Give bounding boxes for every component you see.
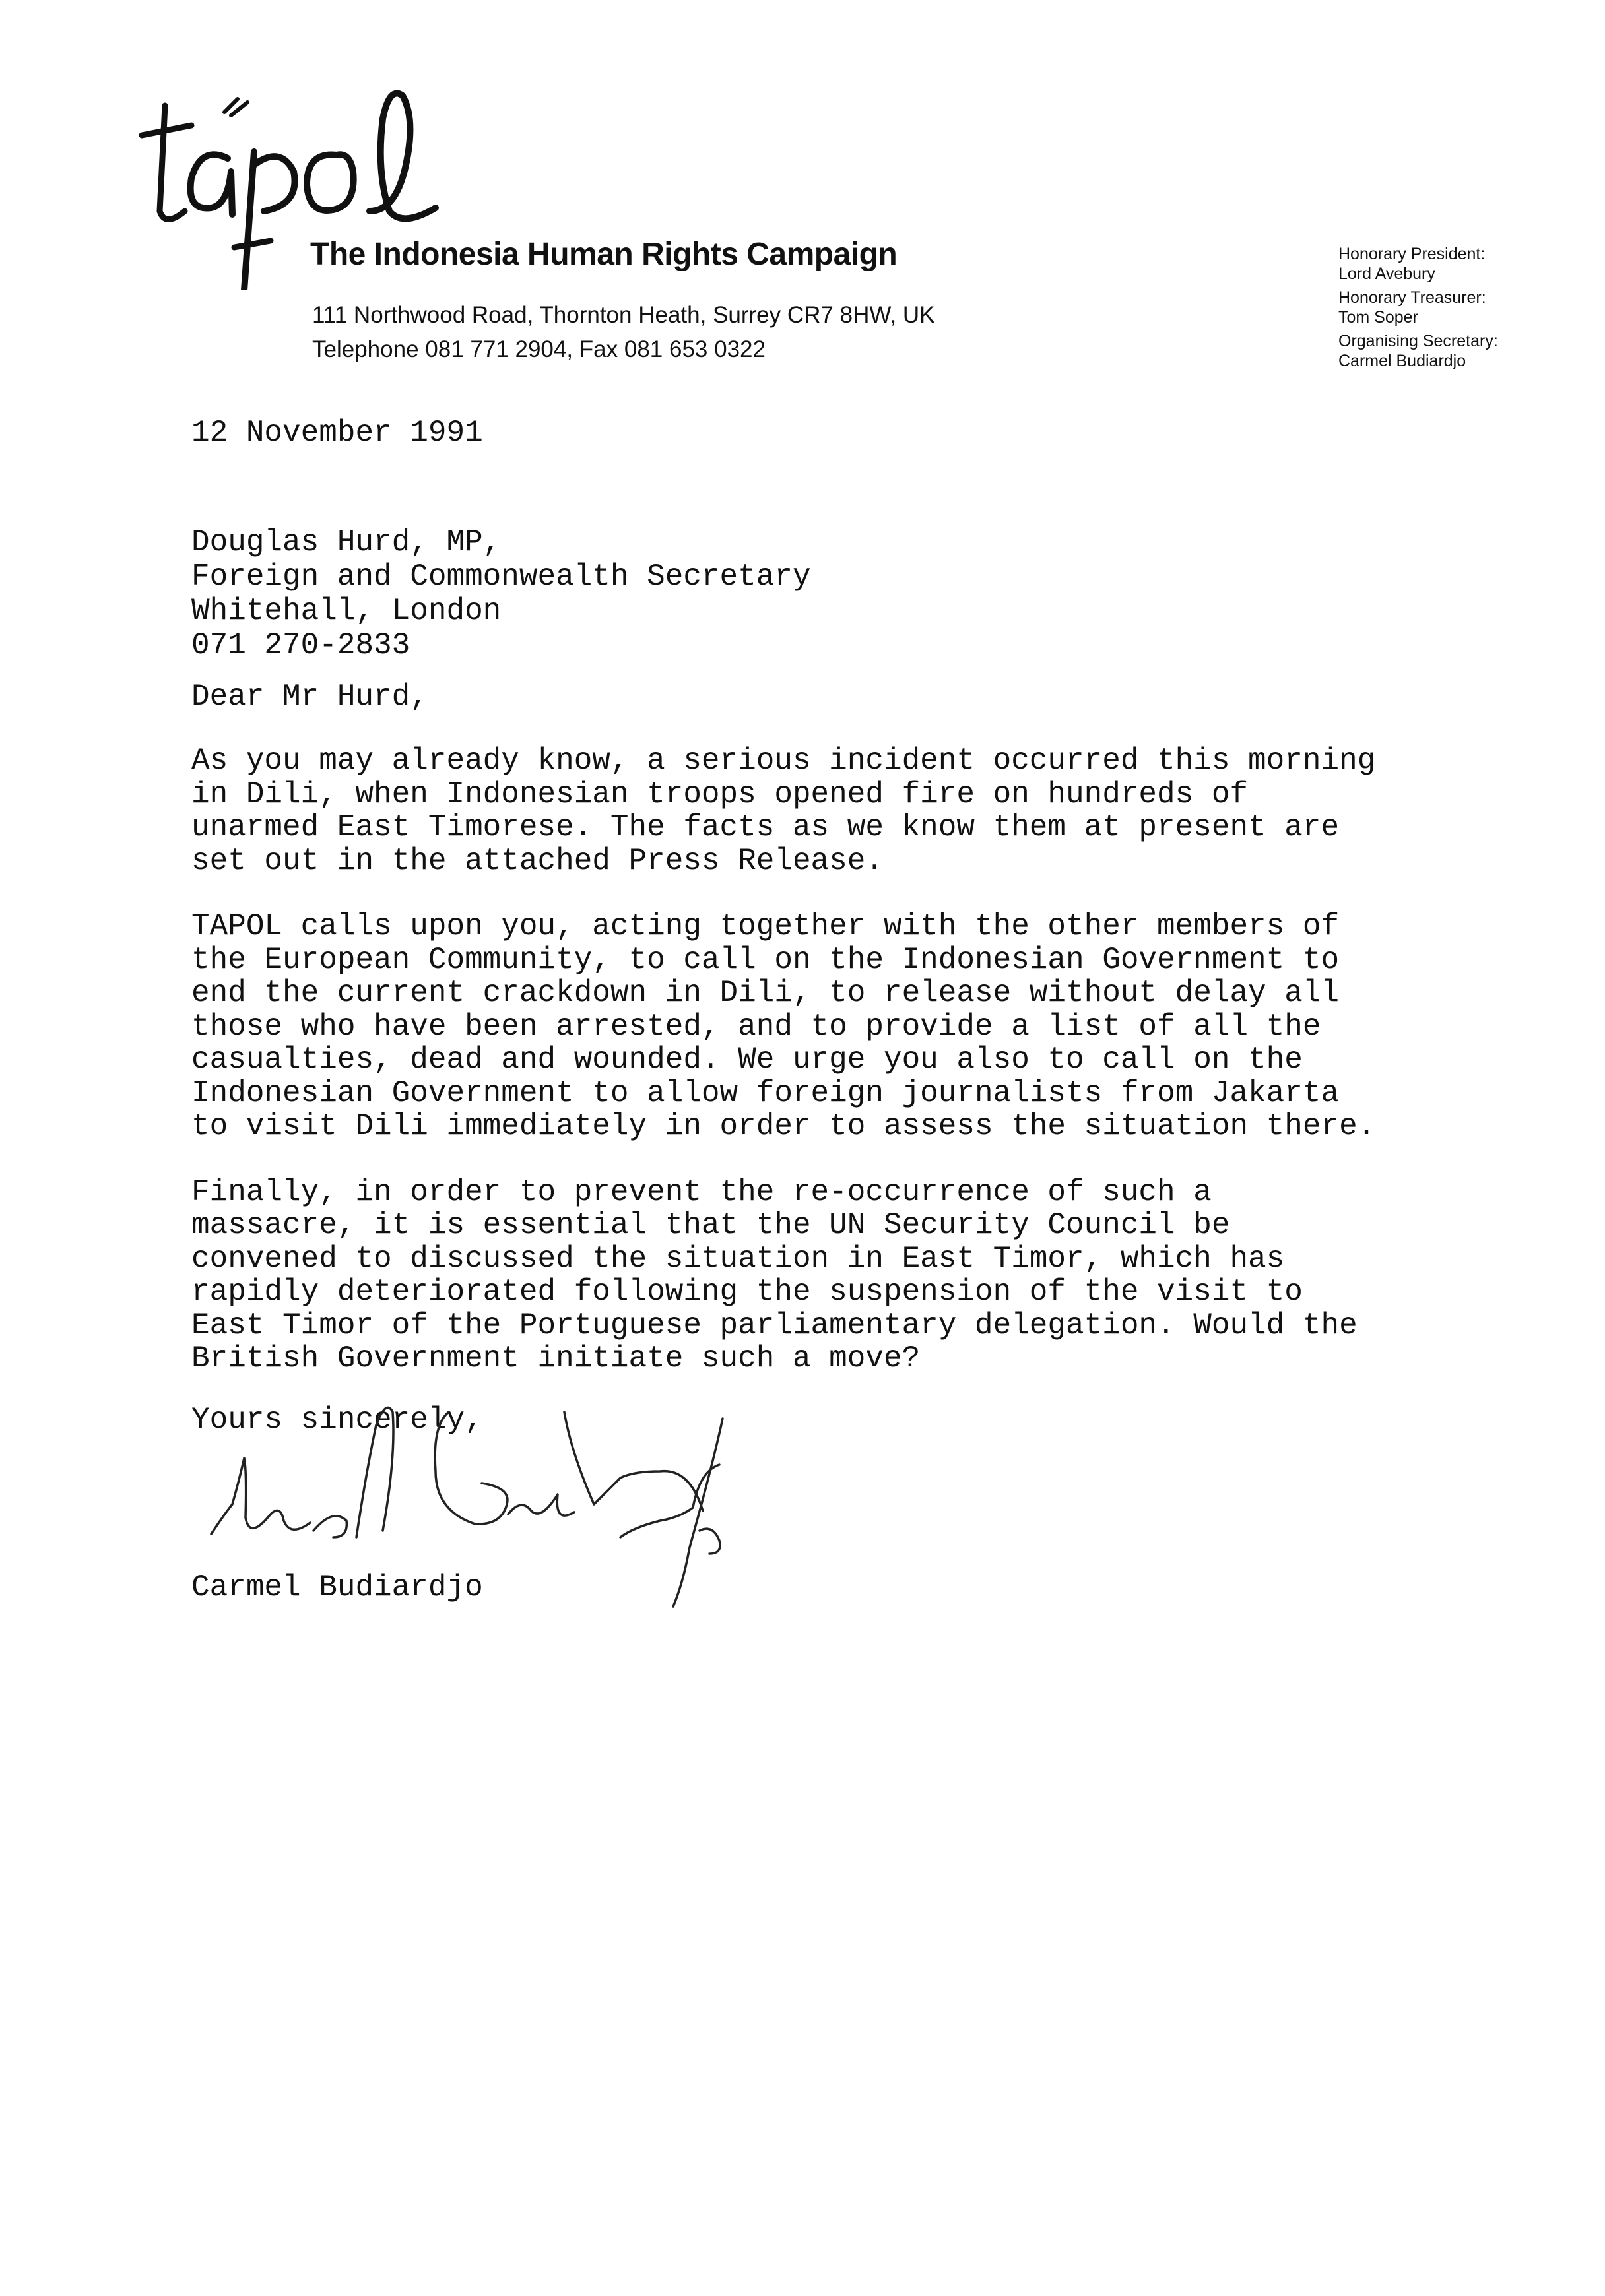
recipient-line: Foreign and Commonwealth Secretary [191, 559, 811, 594]
officer-title: Honorary President: [1338, 245, 1486, 263]
recipient-line: Douglas Hurd, MP, [191, 525, 502, 559]
body-line: to visit Dili immediately in order to assess the situation there. [191, 1109, 1376, 1143]
officers-list [1338, 244, 1498, 371]
body-line: those who have been arrested, and to provide a list of all the [191, 1009, 1321, 1044]
body-line: East Timor of the Portuguese parliamentary delegation. Would the [191, 1308, 1358, 1343]
officer-secretary [1338, 331, 1498, 371]
address-line: 111 Northwood Road, Thornton Heath, Surrey CR7 8HW, UK [312, 302, 935, 328]
officer-name: Tom Soper [1338, 308, 1418, 327]
officer-name: Carmel Budiardjo [1338, 352, 1466, 370]
phone-fax-line: Telephone 081 771 2904, Fax 081 653 0322 [312, 336, 766, 362]
body-line: casualties, dead and wounded. We urge you also to call on the [191, 1042, 1303, 1077]
officer-president [1338, 244, 1498, 284]
salutation: Dear Mr Hurd, [191, 680, 428, 714]
body-line: massacre, it is essential that the UN Security Council be [191, 1208, 1230, 1242]
body-line: British Government initiate such a move? [191, 1341, 921, 1376]
body-line: Finally, in order to prevent the re-occurrence of such a [191, 1174, 1212, 1209]
officer-title: Organising Secretary: [1338, 332, 1498, 350]
signatory-name: Carmel Budiardjo [191, 1570, 483, 1605]
body-line: TAPOL calls upon you, acting together with the other members of [191, 909, 1340, 943]
body-line: in Dili, when Indonesian troops opened fire on hundreds of [191, 777, 1249, 812]
body-line: set out in the attached Press Release. [191, 843, 884, 878]
body-line: As you may already know, a serious incident occurred this morning [191, 744, 1376, 778]
body-line: the European Community, to call on the Indonesian Government to [191, 942, 1340, 977]
body-line: Indonesian Government to allow foreign journalists from Jakarta [191, 1075, 1340, 1110]
organization-contact [312, 298, 935, 367]
letter-date: 12 November 1991 [191, 416, 483, 450]
paragraph [191, 1176, 1511, 1376]
recipient-line: 071 270-2833 [191, 628, 410, 662]
body-line: end the current crackdown in Dili, to release without delay all [191, 976, 1340, 1010]
paragraph [191, 744, 1511, 877]
recipient-line: Whitehall, London [191, 594, 502, 628]
officer-treasurer [1338, 288, 1498, 327]
organization-name: The Indonesia Human Rights Campaign [310, 237, 898, 272]
officer-name: Lord Avebury [1338, 265, 1435, 283]
body-line: convened to discussed the situation in East Timor, which has [191, 1241, 1285, 1276]
closing: Yours sincerely, [191, 1403, 483, 1437]
paragraph [191, 910, 1511, 1143]
letter-body [191, 744, 1511, 1408]
officer-title: Honorary Treasurer: [1338, 288, 1486, 307]
body-line: unarmed East Timorese. The facts as we know them at present are [191, 810, 1340, 845]
body-line: rapidly deteriorated following the suspension of the visit to [191, 1275, 1303, 1309]
recipient-block [191, 525, 811, 662]
